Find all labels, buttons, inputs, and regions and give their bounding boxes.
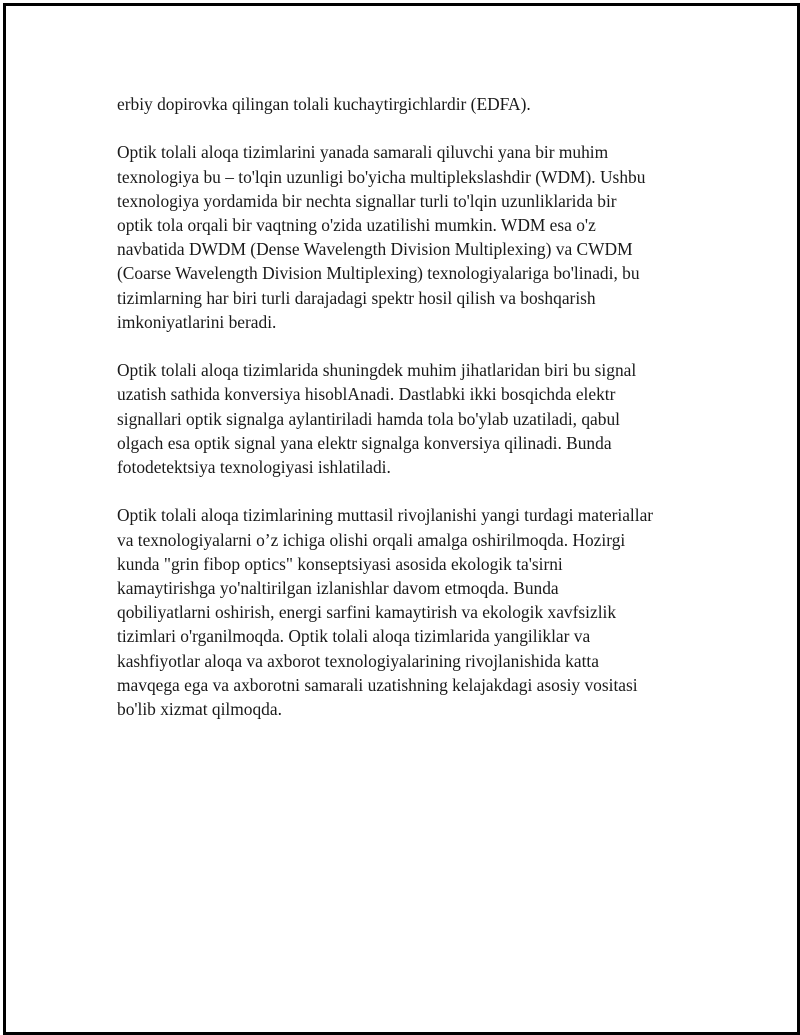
text-line: mavqega ega va axborotni samarali uzatishning kelajakdagi asosiy vositasi [117, 674, 638, 695]
text-line: texnologiya bu – to'lqin uzunligi bo'yicha multiplekslashdir (WDM). Ushbu [117, 166, 646, 187]
text-line: imkoniyatlarini beradi. [117, 311, 277, 332]
text-line: navbatida DWDM (Dense Wavelength Division Multiplexing) va CWDM [117, 239, 633, 260]
text-line: tizimlarning har biri turli darajadagi spektr hosil qilish va boshqarish [117, 287, 596, 308]
text-line: optik tola orqali bir vaqtning o'zida uzatilishi mumkin. WDM esa o'z [117, 215, 596, 235]
text-line: bo'lib xizmat qilmoqda. [117, 699, 282, 720]
text-line: uzatish sathida konversiya hisoblAnadi. Dastlabki ikki bosqichda elektr [117, 384, 616, 405]
text-line: signallari optik signalga aylantiriladi hamda tola bo'ylab uzatiladi, qabul [117, 408, 620, 429]
text-line: tizimlari o'rganilmoqda. Optik tolali aloqa tizimlarida yangiliklar va [117, 626, 591, 647]
text-line: olgach esa optik signal yana elektr signalga konversiya qilinadi. Bunda [117, 432, 612, 453]
text-line: (Coarse Wavelength Division Multiplexing) texnologiyalariga bo'linadi, bu [117, 263, 640, 284]
text-line: kamaytirishga yo'naltirilgan izlanishlar davom etmoqda. Bunda [117, 578, 559, 599]
text-line: va texnologiyalarni o’z ichiga olishi orqali amalga oshirilmoqda. Hozirgi [117, 529, 626, 550]
paragraph-1 [117, 92, 695, 116]
text-line: Optik tolali aloqa tizimlarining muttasil rivojlanishi yangi turdagi materiallar [117, 505, 654, 526]
text-line: texnologiya yordamida bir nechta signallar turli to'lqin uzunliklarida bir [117, 190, 617, 211]
text-line: fotodetektsiya texnologiyasi ishlatiladi. [117, 457, 391, 478]
text-line: Optik tolali aloqa tizimlarini yanada samarali qiluvchi yana bir muhim [117, 142, 609, 163]
paragraph-2 [117, 140, 695, 334]
text-line: kashfiyotlar aloqa va axborot texnologiyalarining rivojlanishida katta [117, 650, 599, 671]
document-body [117, 92, 695, 745]
text-line: Optik tolali aloqa tizimlarida shuningdek muhim jihatlaridan biri bu signal [117, 360, 637, 381]
text-line: qobiliyatlarni oshirish, energi sarfini kamaytirish va ekologik xavfsizlik [117, 602, 617, 623]
text-line: erbiy dopirovka qilingan tolali kuchaytirgichlardir (EDFA). [117, 94, 531, 114]
paragraph-3 [117, 358, 695, 479]
text-line: kunda "grin fibop optics" konseptsiyasi asosida ekologik ta'sirni [117, 553, 563, 574]
paragraph-4 [117, 503, 695, 721]
